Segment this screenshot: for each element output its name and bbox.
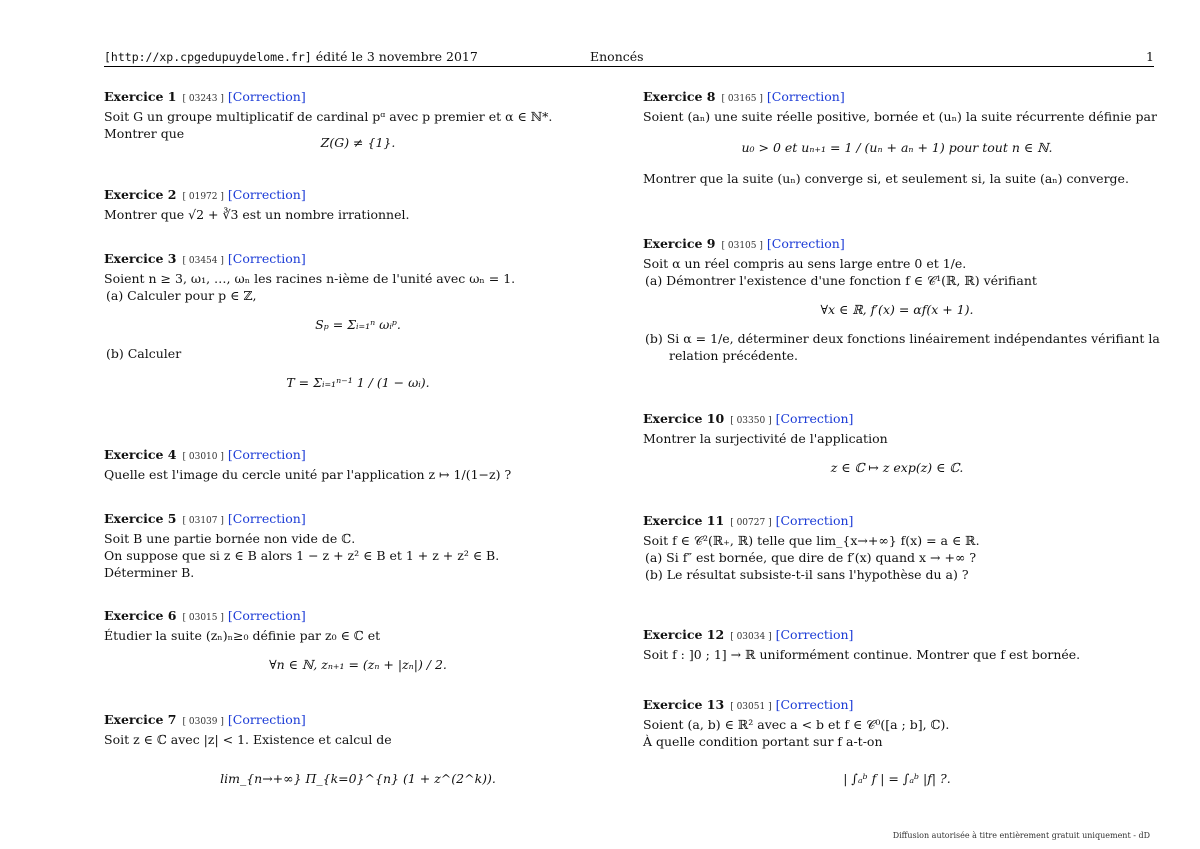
exercise-text: Soient (aₙ) une suite réelle positive, bornée et (uₙ) la suite récurrente définie par (643, 109, 1157, 124)
correction-link[interactable]: [ Correction ] (767, 236, 845, 251)
correction-link[interactable]: [ Correction ] (776, 697, 854, 712)
question-b-continued: relation précédente. (669, 348, 799, 363)
exercise-4 (104, 446, 612, 483)
exercise-title: Exercice 3 (104, 251, 177, 266)
exercise-id: [ 03105 ] (722, 241, 763, 251)
formula: Z(G) ≠ {1}. (320, 135, 396, 150)
exercise-id: [ 03010 ] (183, 452, 224, 462)
page-header (104, 48, 1154, 67)
exercise-title: Exercice 10 (643, 411, 725, 426)
question-b: (b) Calculer (106, 346, 182, 361)
exercise-title: Exercice 13 (643, 697, 725, 712)
exercise-text: On suppose que si z ∈ B alors 1 − z + z² ∈ B et 1 + z + z² ∈ B. (104, 548, 500, 563)
correction-link[interactable]: [ Correction ] (228, 251, 306, 266)
exercise-text: Soit f ∈ 𝒞²(ℝ₊, ℝ) telle que lim_{x→+∞} f(x) = a ∈ ℝ. (643, 533, 980, 548)
question-b: (b) Si α = 1/e, déterminer deux fonctions linéairement indépendantes vérifiant la (645, 331, 1160, 346)
exercise-id: [ 03243 ] (183, 94, 224, 104)
exercise-1 (104, 88, 612, 159)
exercise-text: Étudier la suite (zₙ)ₙ≥₀ définie par z₀ ∈ ℂ et (104, 628, 381, 643)
correction-link[interactable]: [ Correction ] (228, 608, 306, 623)
correction-link[interactable]: [ Correction ] (776, 411, 854, 426)
exercise-id: [ 03034 ] (730, 632, 771, 642)
exercise-5 (104, 510, 612, 581)
exercise-6 (104, 607, 612, 685)
formula-a: ∀x ∈ ℝ, f′(x) = αf(x + 1). (820, 302, 974, 317)
exercise-text: Quelle est l'image du cercle unité par l'application z ↦ 1/(1−z) ? (104, 467, 512, 482)
source-url-link[interactable]: [http://xp.cpgedupuydelome.fr] (104, 50, 312, 64)
correction-link[interactable]: [ Correction ] (228, 712, 306, 727)
exercise-id: [ 00727 ] (730, 518, 771, 528)
formula: lim_{n→+∞} Π_{k=0}^{n} (1 + z^(2^k)). (220, 771, 496, 786)
exercise-title: Exercice 5 (104, 511, 177, 526)
exercise-text: Soient (a, b) ∈ ℝ² avec a < b et f ∈ 𝒞⁰([a ; b], ℂ). (643, 717, 950, 732)
correction-link[interactable]: [ Correction ] (776, 513, 854, 528)
formula: ∀n ∈ ℕ, zₙ₊₁ = (zₙ + |zₙ|) / 2. (269, 657, 447, 672)
exercise-text: Soit f : ]0 ; 1] → ℝ uniformément continue. Montrer que f est bornée. (643, 647, 1081, 662)
exercise-text: Montrer la surjectivité de l'application (643, 431, 888, 446)
exercise-9 (643, 235, 1160, 364)
exercise-title: Exercice 11 (643, 513, 725, 528)
correction-link[interactable]: [ Correction ] (228, 89, 306, 104)
exercise-text: Soit B une partie bornée non vide de ℂ. (104, 531, 356, 546)
formula-b: T = Σᵢ₌₁ⁿ⁻¹ 1 / (1 − ωᵢ). (286, 375, 430, 390)
exercise-13 (643, 696, 1151, 799)
exercise-text: Montrer que √2 + ∛3 est un nombre irrationnel. (104, 207, 410, 222)
header-source (104, 48, 478, 66)
exercise-id: [ 03039 ] (183, 717, 224, 727)
exercise-2 (104, 186, 612, 223)
edit-date: édité le 3 novembre 2017 (315, 49, 478, 64)
exercise-3 (104, 250, 612, 403)
exercise-text: Soit α un réel compris au sens large entre 0 et 1/e. (643, 256, 967, 271)
exercise-title: Exercice 9 (643, 236, 716, 251)
exercise-title: Exercice 12 (643, 627, 725, 642)
exercise-id: [ 03350 ] (730, 416, 771, 426)
question-b: (b) Le résultat subsiste-t-il sans l'hypothèse du a) ? (645, 567, 969, 582)
formula-a: Sₚ = Σᵢ₌₁ⁿ ωᵢᵖ. (315, 317, 401, 332)
exercise-title: Exercice 4 (104, 447, 177, 462)
question-a: (a) Si f″ est bornée, que dire de f′(x) quand x → +∞ ? (645, 550, 977, 565)
correction-link[interactable]: [ Correction ] (228, 511, 306, 526)
exercise-title: Exercice 1 (104, 89, 177, 104)
exercise-id: [ 03454 ] (183, 256, 224, 266)
exercise-text: Montrer que (104, 126, 185, 141)
correction-link[interactable]: [ Correction ] (228, 447, 306, 462)
exercise-11 (643, 512, 1151, 583)
exercise-7 (104, 711, 612, 799)
exercise-text: Déterminer B. (104, 565, 195, 580)
exercise-id: [ 03051 ] (730, 702, 771, 712)
formula: z ∈ ℂ ↦ z exp(z) ∈ ℂ. (830, 460, 964, 475)
exercise-text: Soit z ∈ ℂ avec |z| < 1. Existence et calcul de (104, 732, 392, 747)
exercise-title: Exercice 8 (643, 89, 716, 104)
question-a: (a) Calculer pour p ∈ ℤ, (106, 288, 257, 303)
exercise-id: [ 03015 ] (183, 613, 224, 623)
exercise-id: [ 01972 ] (183, 192, 224, 202)
footer-notice: Diffusion autorisée à titre entièrement gratuit uniquement - dD (892, 831, 1150, 840)
question-a: (a) Démontrer l'existence d'une fonction f ∈ 𝒞¹(ℝ, ℝ) vérifiant (645, 273, 1037, 288)
exercise-title: Exercice 7 (104, 712, 177, 727)
formula: u₀ > 0 et uₙ₊₁ = 1 / (uₙ + aₙ + 1) pour tout n ∈ ℕ. (741, 140, 1053, 155)
exercise-text: À quelle condition portant sur f a-t-on (643, 734, 883, 749)
page-number: 1 (1146, 49, 1154, 64)
exercise-12 (643, 626, 1151, 663)
exercise-10 (643, 410, 1151, 488)
formula: | ∫ₐᵇ f | = ∫ₐᵇ |f| ?. (843, 771, 951, 786)
correction-link[interactable]: [ Correction ] (228, 187, 306, 202)
exercise-text: Soient n ≥ 3, ω₁, …, ωₙ les racines n-ième de l'unité avec ωₙ = 1. (104, 271, 516, 286)
exercise-text: Montrer que la suite (uₙ) converge si, et seulement si, la suite (aₙ) converge. (643, 171, 1129, 186)
exercise-title: Exercice 6 (104, 608, 177, 623)
correction-link[interactable]: [ Correction ] (767, 89, 845, 104)
correction-link[interactable]: [ Correction ] (776, 627, 854, 642)
exercise-id: [ 03165 ] (722, 94, 763, 104)
exercise-id: [ 03107 ] (183, 516, 224, 526)
exercise-text: Soit G un groupe multiplicatif de cardinal pᵅ avec p premier et α ∈ ℕ*. (104, 109, 553, 124)
exercise-8 (643, 88, 1157, 187)
exercise-title: Exercice 2 (104, 187, 177, 202)
section-title: Enoncés (590, 49, 644, 64)
